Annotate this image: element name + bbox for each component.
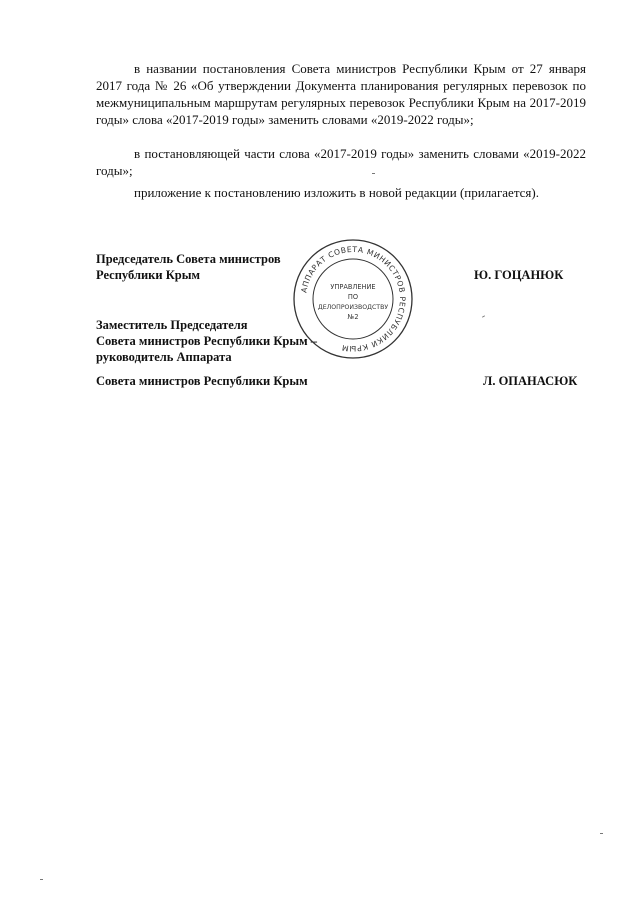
stamp-line3: ДЕЛОПРОИЗВОДСТВУ xyxy=(317,304,389,311)
paragraph-appendix: приложение к постановлению изложить в новой редакции (прилагается). xyxy=(134,185,539,200)
scan-speck xyxy=(372,173,375,174)
deputy-title-line1: Заместитель Председателя xyxy=(96,318,248,332)
stamp-line1: УПРАВЛЕНИЕ xyxy=(330,283,376,291)
deputy-name: Л. ОПАНАСЮК xyxy=(483,374,578,388)
deputy-title-line4: Совета министров Республики Крым xyxy=(96,374,308,388)
chair-name: Ю. ГОЦАНЮК xyxy=(474,268,564,282)
chair-title-line2: Республики Крым xyxy=(96,268,200,282)
stamp-line2: ПО xyxy=(347,293,359,301)
chair-title-line1: Председатель Совета министров xyxy=(96,252,281,266)
stamp-seal-icon xyxy=(292,238,414,360)
paragraph-operative-part: в постановляющей части слова «2017-2019 годы» заменить словами «2019-2022 годы»; xyxy=(96,146,586,178)
deputy-title-line2: Совета министров Республики Крым – xyxy=(96,334,318,348)
deputy-title-line3: руководитель Аппарата xyxy=(96,350,232,364)
scan-speck xyxy=(40,879,43,880)
paragraph-title-change: в названии постановления Совета министров Республики Крым от 27 января 2017 года № 26 «Об утверждении Документа планирования регулярных перевозок по межмуниципальным маршрутам регулярных перевозок Республики Крым на 2017-2019 годы» слова «2017-2019 годы» заменить словами «2019-2022 годы»; xyxy=(96,61,586,127)
office-stamp xyxy=(292,238,414,360)
stamp-line4: №2 xyxy=(347,313,359,321)
scan-speck xyxy=(600,833,603,834)
stamp-ring-text: АППАРАТ СОВЕТА МИНИСТРОВ РЕСПУБЛИКИ КРЫМ xyxy=(299,244,408,354)
scan-speck xyxy=(482,315,485,317)
